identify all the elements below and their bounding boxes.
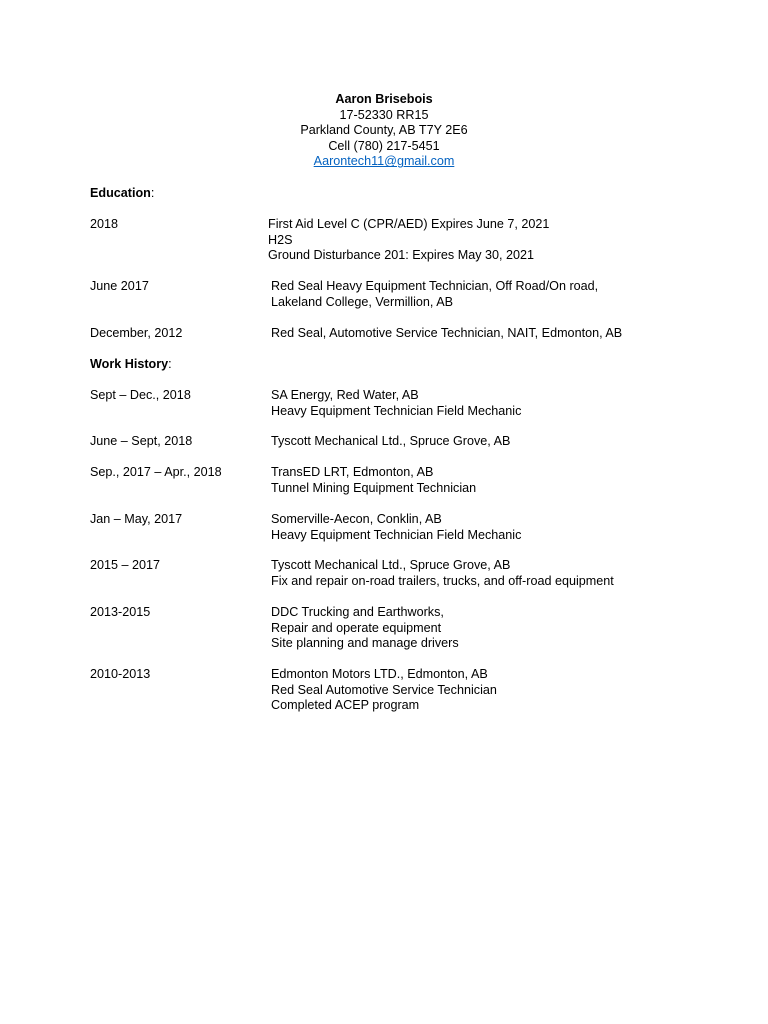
entry-line: Tunnel Mining Equipment Technician [271,480,477,495]
entry-details [271,605,459,652]
work-history-heading-colon: : [168,357,172,371]
education-heading-text: Education [90,186,151,200]
entry-date: 2018 [90,217,119,231]
entry-details [271,512,521,543]
email-link[interactable]: Aarontech11@gmail.com [313,154,455,169]
entry-details [271,388,521,419]
entry-details [271,434,510,450]
entry-line: SA Energy, Red Water, AB [271,388,419,402]
entry-line: Heavy Equipment Technician Field Mechanic [271,403,522,418]
entry-details [271,326,622,342]
entry-line: Completed ACEP program [271,698,420,713]
entry-line: DDC Trucking and Earthworks, [271,605,444,619]
entry-line: Edmonton Motors LTD., Edmonton, AB [271,667,488,681]
entry-details [271,465,476,496]
entry-line: Tyscott Mechanical Ltd., Spruce Grove, AB [271,434,511,448]
phone-number: Cell (780) 217-5451 [328,138,440,153]
entry-date: 2013-2015 [90,605,151,619]
education-heading-colon: : [150,186,155,200]
entry-date: 2010-2013 [90,667,151,681]
entry-date: June 2017 [90,279,149,293]
entry-line: Lakeland College, Vermillion, AB [271,294,454,309]
entry-line: Red Seal Heavy Equipment Technician, Off Road/On road, [271,279,599,293]
address-line-2: Parkland County, AB T7Y 2E6 [300,123,468,138]
entry-line: Somerville-Aecon, Conklin, AB [271,512,442,526]
entry-details [271,667,497,714]
address-line-1: 17-52330 RR15 [339,107,429,122]
entry-details [268,217,549,264]
entry-line: Ground Disturbance 201: Expires May 30, 2021 [268,248,535,263]
entry-line: Tyscott Mechanical Ltd., Spruce Grove, AB [271,558,511,572]
entry-line: TransED LRT, Edmonton, AB [271,465,434,479]
entry-line: First Aid Level C (CPR/AED) Expires June 7, 2021 [268,217,550,231]
work-history-heading-text: Work History [90,357,169,371]
entry-date: Sep., 2017 – Apr., 2018 [90,465,222,479]
entry-date: June – Sept, 2018 [90,434,193,448]
entry-line: H2S [268,232,293,247]
entry-date: December, 2012 [90,326,183,340]
entry-details [271,279,598,310]
entry-line: Fix and repair on-road trailers, trucks, and off-road equipment [271,573,614,588]
entry-line: Repair and operate equipment [271,620,442,635]
entry-line: Site planning and manage drivers [271,636,459,651]
work-history-heading [90,357,172,373]
entry-date: Sept – Dec., 2018 [90,388,191,402]
entry-line: Red Seal, Automotive Service Technician, NAIT, Edmonton, AB [271,326,623,340]
entry-date: 2015 – 2017 [90,558,161,572]
education-heading [90,186,154,202]
entry-details [271,558,614,589]
entry-line: Heavy Equipment Technician Field Mechanic [271,527,522,542]
entry-line: Red Seal Automotive Service Technician [271,682,497,697]
entry-date: Jan – May, 2017 [90,512,183,526]
contact-header [0,92,768,170]
applicant-name: Aaron Brisebois [335,92,433,106]
